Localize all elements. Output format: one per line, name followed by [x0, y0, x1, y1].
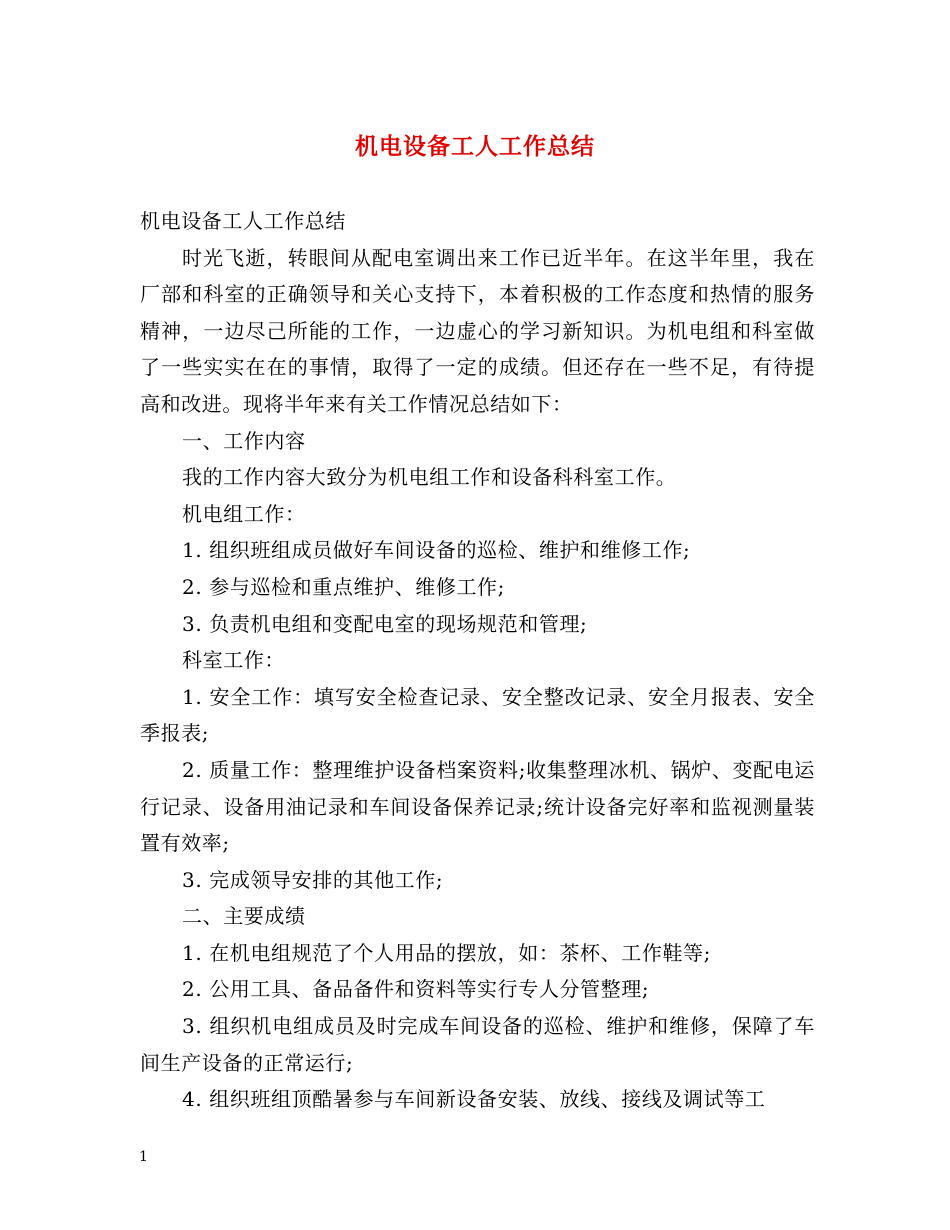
- subtitle-line: 机电设备工人工作总结: [140, 209, 346, 233]
- subheading-mechanical-group: 机电组工作：: [182, 501, 306, 526]
- subheading-office-work: 科室工作：: [182, 648, 285, 673]
- list-item: 2. 公用工具、备品备件和资料等实行专人分管整理;: [182, 977, 650, 1002]
- list-item: 1. 组织班组成员做好车间设备的巡检、维护和维修工作;: [182, 538, 691, 563]
- document-body: [140, 203, 815, 1118]
- list-item: 4. 组织班组顶酷暑参与车间新设备安装、放线、接线及调试等工: [182, 1087, 766, 1112]
- list-item: 2. 参与巡检和重点维护、维修工作;: [182, 574, 505, 599]
- section-heading-work-content: 一、工作内容: [182, 428, 306, 453]
- paragraph: 我的工作内容大致分为机电组工作和设备科科室工作。: [182, 465, 677, 490]
- list-item: 1. 安全工作：填写安全检查记录、安全整改记录、安全月报表、安全季报表;: [140, 684, 815, 746]
- list-item: 3. 完成领导安排的其他工作;: [182, 867, 444, 892]
- list-item: 3. 组织机电组成员及时完成车间设备的巡检、维护和维修，保障了车间生产设备的正常运行;: [140, 1014, 815, 1075]
- list-item: 3. 负责机电组和变配电室的现场规范和管理;: [182, 611, 588, 636]
- document-title: 机电设备工人工作总结: [355, 133, 595, 160]
- intro-paragraph: 时光飞逝，转眼间从配电室调出来工作已近半年。在这半年里，我在厂部和科室的正确领导和关心支持下，本着积极的工作态度和热情的服务精神，一边尽己所能的工作，一边虚心的学习新知识。为机电组和科室做了一些实实在在的事情，取得了一定的成绩。但还存在一些不足，有待提高和改进。现将半年来有关工作情况总结如下：: [140, 245, 815, 416]
- list-item: 2. 质量工作：整理维护设备档案资料;收集整理冰机、锅炉、变配电运行记录、设备用油记录和车间设备保养记录;统计设备完好率和监视测量装置有效率;: [140, 757, 815, 856]
- section-heading-achievements: 二、主要成绩: [182, 904, 306, 929]
- list-item: 1. 在机电组规范了个人用品的摆放，如：茶杯、工作鞋等;: [182, 940, 711, 965]
- page-number: 1: [139, 1149, 148, 1165]
